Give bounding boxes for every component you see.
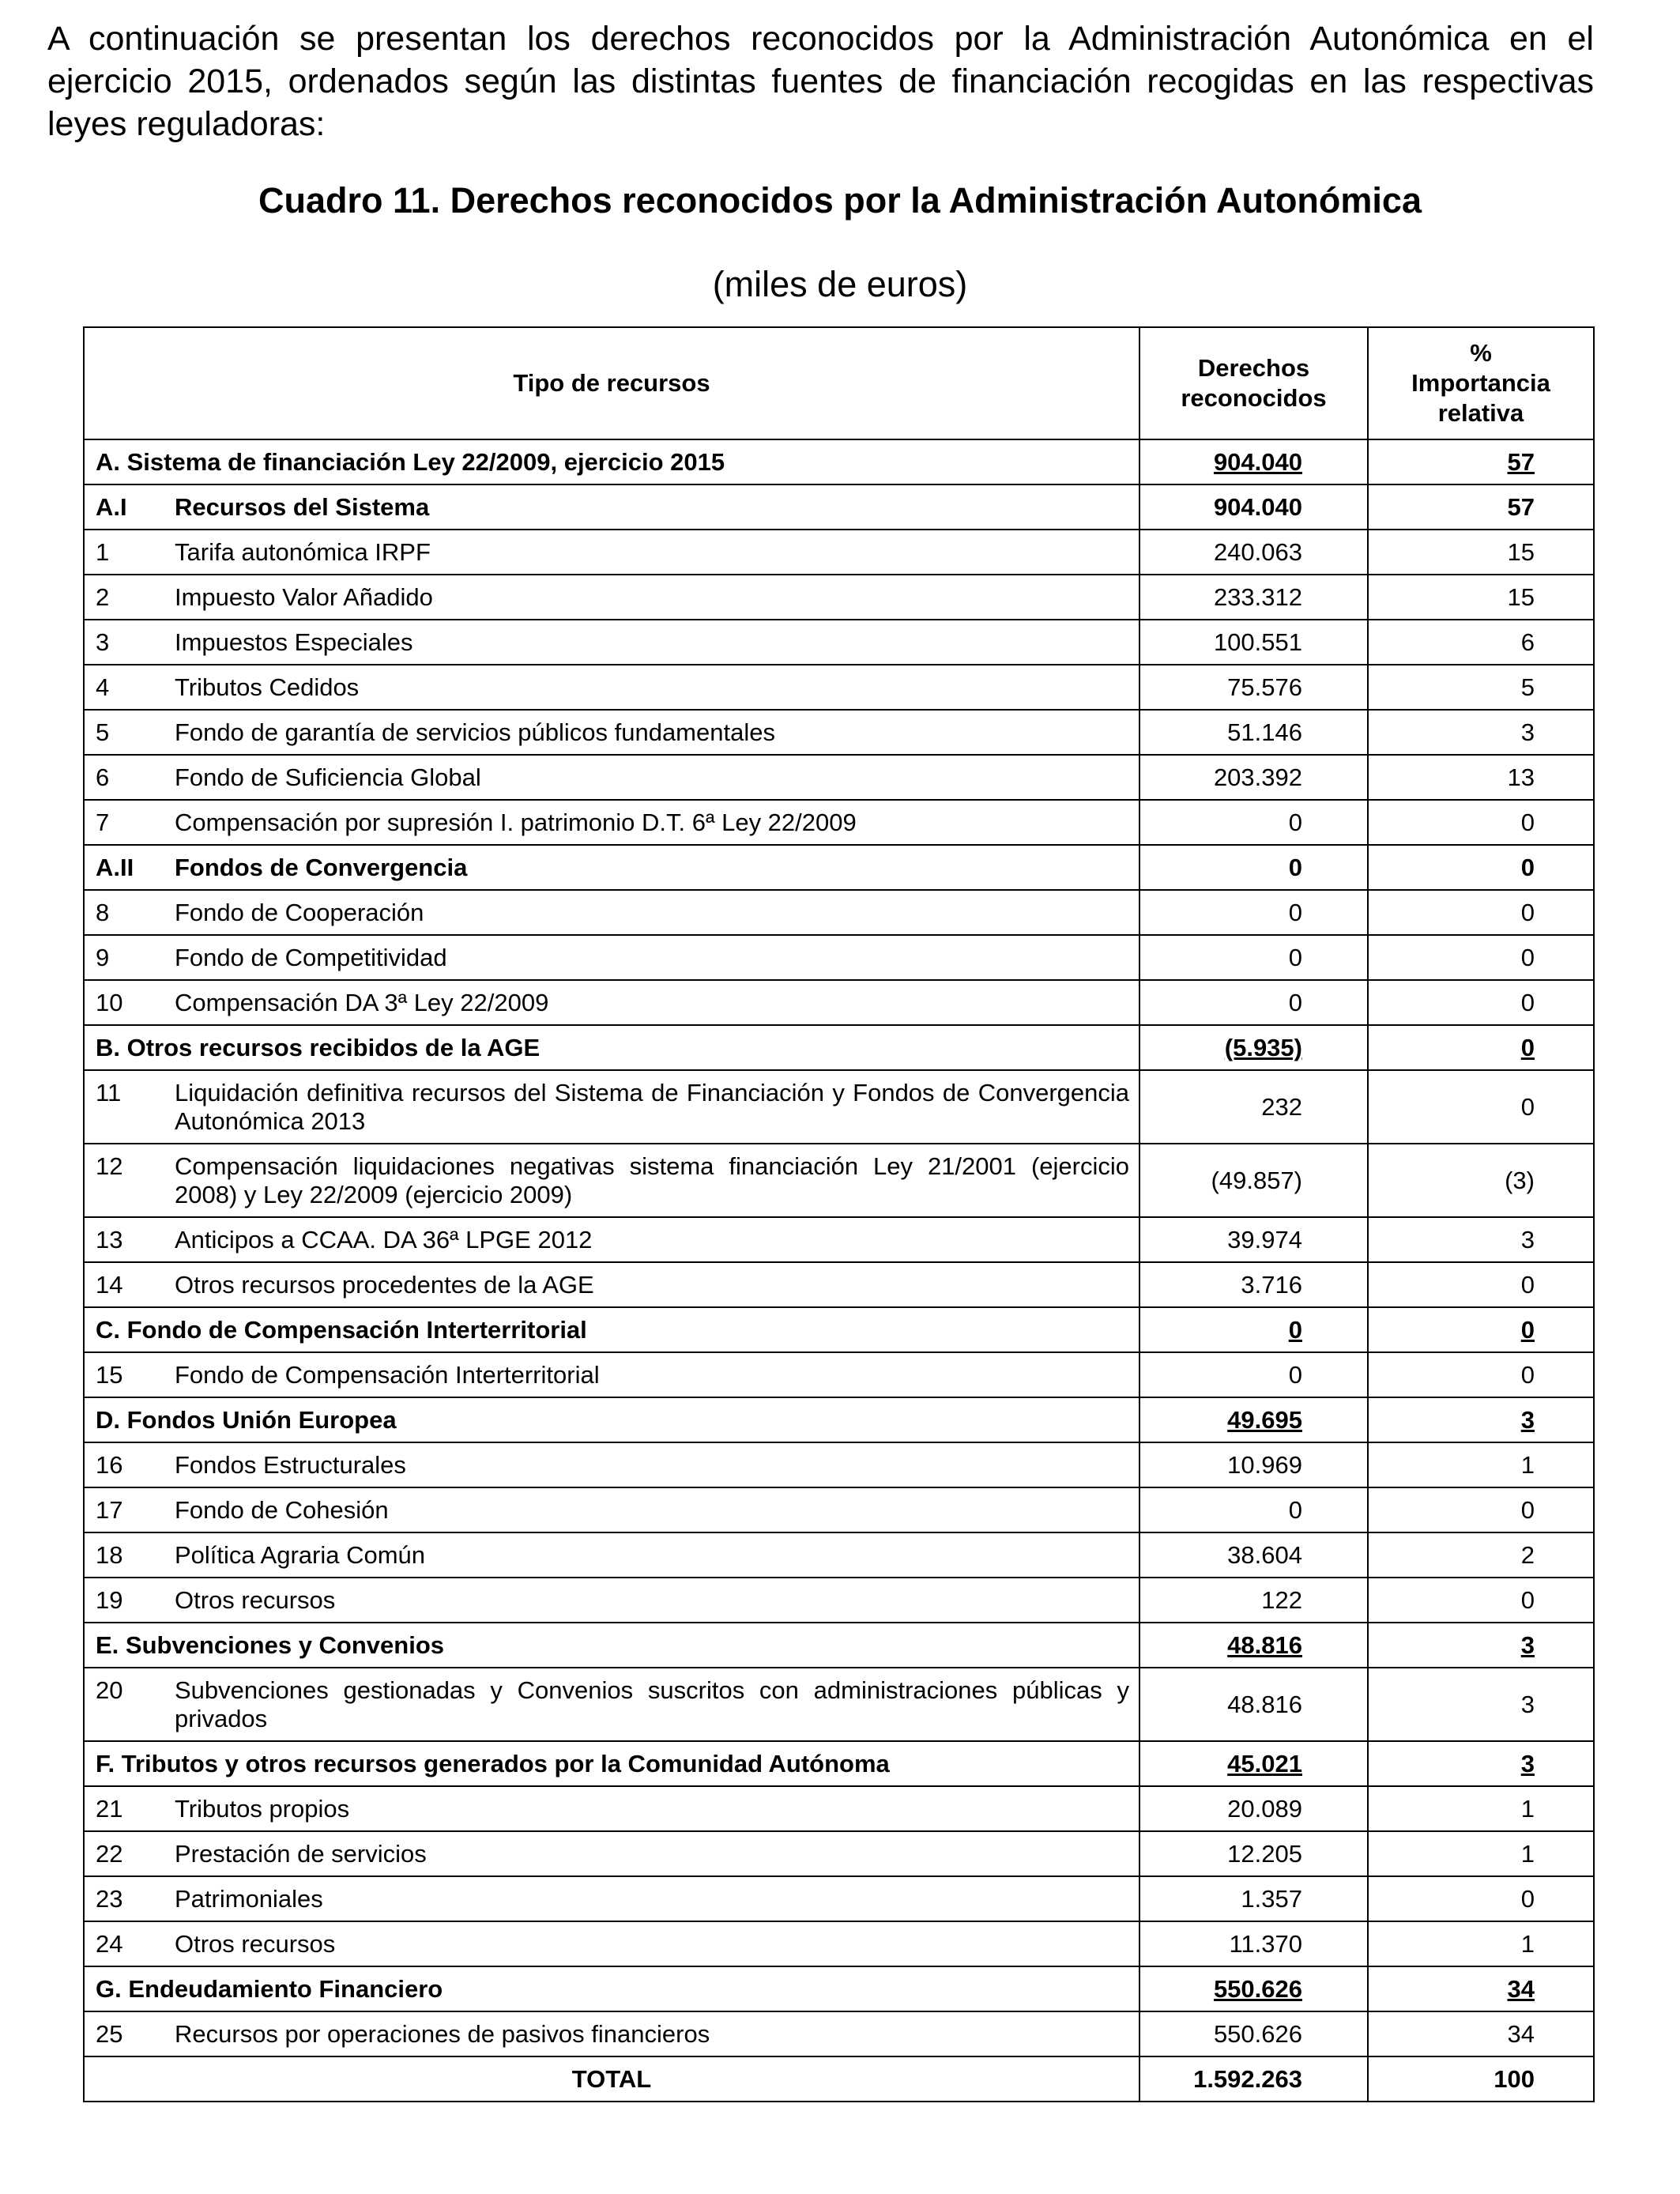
row-value-cell <box>1139 484 1368 530</box>
row-description: Tributos propios <box>175 1794 350 1823</box>
row-code: 9 <box>96 943 110 971</box>
table-row <box>84 1578 1594 1623</box>
row-value: 122 <box>1261 1585 1302 1614</box>
table-row <box>84 1262 1594 1307</box>
row-value-cell <box>1139 800 1368 845</box>
row-pct-cell <box>1368 1623 1594 1668</box>
row-code: A.I <box>96 492 127 521</box>
row-value: 75.576 <box>1227 673 1302 701</box>
row-value-cell <box>1139 1966 1368 2011</box>
row-pct: 34 <box>1507 2019 1535 2048</box>
row-code: 16 <box>96 1450 123 1479</box>
row-description: Impuesto Valor Añadido <box>175 582 433 611</box>
row-description: Fondo de garantía de servicios públicos fundamentales <box>175 718 775 746</box>
table-row <box>84 575 1594 620</box>
row-value: 20.089 <box>1227 1794 1302 1823</box>
row-pct: 1 <box>1520 1929 1535 1958</box>
rights-table <box>83 326 1595 2102</box>
total-value <box>1139 2056 1368 2102</box>
row-value-cell <box>1139 1262 1368 1307</box>
row-code: 19 <box>96 1585 123 1614</box>
row-pct-cell <box>1368 1442 1594 1487</box>
row-label-cell <box>84 1262 1139 1307</box>
row-description: Recursos del Sistema <box>175 492 430 521</box>
section-label: F. Tributos y otros recursos generados por la Comunidad Autónoma <box>96 1749 890 1777</box>
row-label-cell <box>84 1532 1139 1578</box>
row-pct: 0 <box>1520 1033 1535 1061</box>
row-pct: 0 <box>1520 1270 1535 1299</box>
row-value: 0 <box>1288 1315 1302 1344</box>
table-row <box>84 665 1594 710</box>
row-value-cell <box>1139 1578 1368 1623</box>
row-value: 0 <box>1288 898 1302 926</box>
total-row <box>84 2056 1594 2102</box>
row-value: 240.063 <box>1213 537 1302 566</box>
row-label-cell <box>84 890 1139 935</box>
header-derechos-line1: Derechos <box>1197 354 1310 382</box>
row-value-cell <box>1139 1741 1368 1786</box>
row-code: 11 <box>96 1078 122 1106</box>
row-pct-cell <box>1368 710 1594 755</box>
row-code: A.II <box>96 853 134 881</box>
row-code: 25 <box>96 2019 123 2048</box>
row-code: 2 <box>96 582 110 611</box>
row-code: 20 <box>96 1676 123 1704</box>
table-row <box>84 1352 1594 1397</box>
row-pct: 3 <box>1520 1630 1535 1659</box>
row-pct: 57 <box>1507 447 1535 476</box>
row-code: 22 <box>96 1839 123 1868</box>
row-description: Fondo de Competitividad <box>175 943 447 971</box>
row-code: 21 <box>96 1794 123 1823</box>
total-pct <box>1368 2056 1594 2102</box>
table-row <box>84 1831 1594 1876</box>
section-label: C. Fondo de Compensación Interterritorial <box>96 1315 587 1344</box>
row-value: 904.040 <box>1213 492 1302 521</box>
row-label-cell <box>84 935 1139 980</box>
row-pct-cell <box>1368 1262 1594 1307</box>
row-label-cell <box>84 2011 1139 2056</box>
row-value-cell <box>1139 1668 1368 1741</box>
row-pct: 0 <box>1520 943 1535 971</box>
row-pct: 5 <box>1520 673 1535 701</box>
row-description: Prestación de servicios <box>175 1839 427 1868</box>
row-label-cell <box>84 800 1139 845</box>
row-label-cell <box>84 1442 1139 1487</box>
row-description: Fondo de Cooperación <box>175 898 424 926</box>
row-value: (5.935) <box>1224 1033 1302 1061</box>
row-pct-cell <box>1368 439 1594 484</box>
row-pct-cell <box>1368 1668 1594 1741</box>
table-row <box>84 1668 1594 1741</box>
row-value: 550.626 <box>1213 1974 1302 2003</box>
row-pct: 57 <box>1507 492 1535 521</box>
row-pct-cell <box>1368 1144 1594 1217</box>
row-pct: 3 <box>1520 1690 1535 1718</box>
row-label-cell <box>84 1144 1139 1217</box>
row-pct: 0 <box>1520 988 1535 1016</box>
row-pct-cell <box>1368 1397 1594 1442</box>
row-pct-cell <box>1368 1966 1594 2011</box>
section-row <box>84 1397 1594 1442</box>
row-value: 12.205 <box>1227 1839 1302 1868</box>
row-label-cell <box>84 755 1139 800</box>
table-row <box>84 710 1594 755</box>
row-value: 48.816 <box>1227 1630 1302 1659</box>
row-value-cell <box>1139 1352 1368 1397</box>
row-value: 38.604 <box>1227 1540 1302 1569</box>
row-pct: 15 <box>1507 582 1535 611</box>
row-label-cell <box>84 1352 1139 1397</box>
row-label-cell <box>84 1487 1139 1532</box>
table-row <box>84 1070 1594 1144</box>
table-header-row <box>84 327 1594 439</box>
row-pct-cell <box>1368 1786 1594 1831</box>
row-code: 10 <box>96 988 123 1016</box>
row-label-cell <box>84 665 1139 710</box>
table-row <box>84 1487 1594 1532</box>
row-pct: 13 <box>1507 763 1535 791</box>
header-pct-line3: relativa <box>1437 399 1524 427</box>
row-value-cell <box>1139 1623 1368 1668</box>
row-label-cell <box>84 1741 1139 1786</box>
row-pct: 1 <box>1520 1794 1535 1823</box>
row-value-cell <box>1139 665 1368 710</box>
subsection-row <box>84 484 1594 530</box>
row-value-cell <box>1139 1144 1368 1217</box>
table-row <box>84 530 1594 575</box>
row-value-cell <box>1139 2011 1368 2056</box>
row-label-cell <box>84 980 1139 1025</box>
row-label-cell <box>84 1966 1139 2011</box>
section-label: B. Otros recursos recibidos de la AGE <box>96 1033 541 1061</box>
row-value-cell <box>1139 1307 1368 1352</box>
row-description: Impuestos Especiales <box>175 628 413 656</box>
row-value-cell <box>1139 1921 1368 1966</box>
row-value: 51.146 <box>1227 718 1302 746</box>
table-row <box>84 755 1594 800</box>
row-pct: 3 <box>1520 1749 1535 1777</box>
row-code: 24 <box>96 1929 123 1958</box>
table-title: Cuadro 11. Derechos reconocidos por la Administración Autonómica <box>258 180 1422 221</box>
row-pct-cell <box>1368 1741 1594 1786</box>
table-subtitle: (miles de euros) <box>712 264 968 304</box>
section-label: G. Endeudamiento Financiero <box>96 1974 443 2003</box>
row-description: Patrimoniales <box>175 1884 323 1913</box>
row-pct-cell <box>1368 530 1594 575</box>
row-label-cell <box>84 1876 1139 1921</box>
row-description: Otros recursos <box>175 1585 336 1614</box>
row-pct: 6 <box>1520 628 1535 656</box>
header-tipo-recursos <box>84 327 1139 439</box>
row-pct: 2 <box>1520 1540 1535 1569</box>
row-value-cell <box>1139 1442 1368 1487</box>
row-description: Compensación DA 3ª Ley 22/2009 <box>175 988 549 1016</box>
row-pct-cell <box>1368 1352 1594 1397</box>
row-pct-cell <box>1368 1070 1594 1144</box>
row-value-cell <box>1139 1070 1368 1144</box>
row-pct-cell <box>1368 845 1594 890</box>
row-pct-cell <box>1368 980 1594 1025</box>
row-value: 39.974 <box>1227 1225 1302 1253</box>
row-pct: 0 <box>1520 1585 1535 1614</box>
row-value: 11.370 <box>1229 1929 1302 1958</box>
row-pct: 0 <box>1520 1495 1535 1524</box>
table-row <box>84 980 1594 1025</box>
row-value: 232 <box>1261 1092 1302 1121</box>
row-code: 6 <box>96 763 110 791</box>
row-value: 233.312 <box>1213 582 1302 611</box>
row-pct: 15 <box>1507 537 1535 566</box>
row-value-cell <box>1139 1217 1368 1262</box>
row-description: Otros recursos <box>175 1929 336 1958</box>
row-pct: 3 <box>1520 1405 1535 1434</box>
table-row <box>84 1532 1594 1578</box>
table-row <box>84 800 1594 845</box>
total-pct-text: 100 <box>1494 2064 1535 2093</box>
row-label-cell <box>84 575 1139 620</box>
section-row <box>84 439 1594 484</box>
table-row <box>84 1921 1594 1966</box>
row-pct-cell <box>1368 2011 1594 2056</box>
section-label: A. Sistema de financiación Ley 22/2009, ejercicio 2015 <box>96 447 725 476</box>
row-description: Anticipos a CCAA. DA 36ª LPGE 2012 <box>175 1225 593 1253</box>
row-pct-cell <box>1368 1025 1594 1070</box>
row-label-cell <box>84 620 1139 665</box>
row-description: Fondo de Cohesión <box>175 1495 389 1524</box>
table-row <box>84 1876 1594 1921</box>
row-value: 0 <box>1288 1360 1302 1389</box>
section-row <box>84 1307 1594 1352</box>
row-label-cell <box>84 439 1139 484</box>
row-label-cell <box>84 1397 1139 1442</box>
row-label-cell <box>84 1578 1139 1623</box>
row-description: Fondos Estructurales <box>175 1450 406 1479</box>
row-value: 203.392 <box>1213 763 1302 791</box>
section-row <box>84 1025 1594 1070</box>
row-label-cell <box>84 1786 1139 1831</box>
row-value-cell <box>1139 710 1368 755</box>
row-pct-cell <box>1368 800 1594 845</box>
row-value-cell <box>1139 1876 1368 1921</box>
row-value: 904.040 <box>1213 447 1302 476</box>
row-pct-cell <box>1368 1217 1594 1262</box>
total-label: TOTAL <box>84 2056 1139 2102</box>
row-pct: 1 <box>1520 1839 1535 1868</box>
row-code: 1 <box>96 537 110 566</box>
row-description: Compensación liquidaciones negativas sistema financiación Ley 21/2001 (ejercicio 2008) y Ley 22/2009 (ejercicio 2009) <box>175 1152 1129 1208</box>
row-value: (49.857) <box>1211 1166 1302 1194</box>
row-value: 0 <box>1288 943 1302 971</box>
section-label: E. Subvenciones y Convenios <box>96 1630 445 1659</box>
row-value-cell <box>1139 755 1368 800</box>
row-pct-cell <box>1368 620 1594 665</box>
row-value-cell <box>1139 980 1368 1025</box>
header-derechos <box>1139 327 1368 439</box>
row-pct-cell <box>1368 1578 1594 1623</box>
header-derechos-line2: reconocidos <box>1181 384 1327 412</box>
row-pct-cell <box>1368 1487 1594 1532</box>
row-value: 0 <box>1288 808 1302 836</box>
row-description: Tributos Cedidos <box>175 673 360 701</box>
row-value-cell <box>1139 439 1368 484</box>
subsection-row <box>84 845 1594 890</box>
row-pct-cell <box>1368 1532 1594 1578</box>
row-pct-cell <box>1368 1307 1594 1352</box>
row-label-cell <box>84 710 1139 755</box>
total-value-text: 1.592.263 <box>1193 2064 1302 2093</box>
row-pct: 0 <box>1520 1092 1535 1121</box>
row-label-cell <box>84 1921 1139 1966</box>
section-row <box>84 1741 1594 1786</box>
row-description: Recursos por operaciones de pasivos financieros <box>175 2019 710 2048</box>
row-pct: 0 <box>1520 1315 1535 1344</box>
table-row <box>84 2011 1594 2056</box>
row-label-cell <box>84 530 1139 575</box>
row-value: 10.969 <box>1227 1450 1302 1479</box>
row-value-cell <box>1139 1532 1368 1578</box>
table-row <box>84 1217 1594 1262</box>
table-row <box>84 620 1594 665</box>
row-code: 18 <box>96 1540 123 1569</box>
row-label-cell <box>84 1668 1139 1741</box>
row-pct-cell <box>1368 1921 1594 1966</box>
row-description: Fondos de Convergencia <box>175 853 468 881</box>
row-pct: (3) <box>1505 1166 1535 1194</box>
row-value-cell <box>1139 1831 1368 1876</box>
row-code: 17 <box>96 1495 123 1524</box>
row-description: Fondo de Compensación Interterritorial <box>175 1360 600 1389</box>
section-label: D. Fondos Unión Europea <box>96 1405 397 1434</box>
section-row <box>84 1966 1594 2011</box>
row-pct: 3 <box>1520 718 1535 746</box>
row-value-cell <box>1139 845 1368 890</box>
row-label-cell <box>84 1025 1139 1070</box>
row-pct-cell <box>1368 1876 1594 1921</box>
row-pct: 0 <box>1520 853 1535 881</box>
row-label-cell <box>84 1307 1139 1352</box>
row-pct-cell <box>1368 484 1594 530</box>
intro-paragraph: A continuación se presentan los derechos reconocidos por la Administración Autonómica en el ejercicio 2015, ordenados según las distintas fuentes de financiación recogidas en las respectivas leyes reguladoras: <box>47 20 1594 143</box>
row-pct: 3 <box>1520 1225 1535 1253</box>
row-code: 13 <box>96 1225 123 1253</box>
row-label-cell <box>84 845 1139 890</box>
row-value: 3.716 <box>1241 1270 1302 1299</box>
table-row <box>84 1144 1594 1217</box>
row-code: 23 <box>96 1884 123 1913</box>
row-code: 3 <box>96 628 110 656</box>
row-description: Tarifa autonómica IRPF <box>175 537 431 566</box>
row-pct: 1 <box>1520 1450 1535 1479</box>
row-pct-cell <box>1368 755 1594 800</box>
row-value: 0 <box>1288 1495 1302 1524</box>
row-description: Subvenciones gestionadas y Convenios suscritos con administraciones públicas y privados <box>175 1676 1129 1732</box>
row-value: 48.816 <box>1227 1690 1302 1718</box>
row-value-cell <box>1139 935 1368 980</box>
row-pct-cell <box>1368 665 1594 710</box>
row-code: 15 <box>96 1360 123 1389</box>
row-pct: 0 <box>1520 1360 1535 1389</box>
row-value-cell <box>1139 1487 1368 1532</box>
row-description: Liquidación definitiva recursos del Sistema de Financiación y Fondos de Convergencia Autonómica 2013 <box>175 1078 1129 1135</box>
table-row <box>84 935 1594 980</box>
table-row <box>84 1786 1594 1831</box>
row-code: 8 <box>96 898 110 926</box>
row-pct: 0 <box>1520 808 1535 836</box>
table-body <box>84 439 1594 2056</box>
row-value: 0 <box>1288 988 1302 1016</box>
row-value: 0 <box>1288 853 1302 881</box>
row-description: Fondo de Suficiencia Global <box>175 763 481 791</box>
row-description: Compensación por supresión I. patrimonio D.T. 6ª Ley 22/2009 <box>175 808 857 836</box>
row-value: 49.695 <box>1227 1405 1302 1434</box>
row-label-cell <box>84 484 1139 530</box>
table-row <box>84 890 1594 935</box>
row-pct-cell <box>1368 935 1594 980</box>
row-pct-cell <box>1368 890 1594 935</box>
row-value: 1.357 <box>1241 1884 1302 1913</box>
row-value-cell <box>1139 1786 1368 1831</box>
row-label-cell <box>84 1070 1139 1144</box>
row-label-cell <box>84 1217 1139 1262</box>
row-value-cell <box>1139 1397 1368 1442</box>
row-value-cell <box>1139 1025 1368 1070</box>
row-value: 550.626 <box>1213 2019 1302 2048</box>
row-code: 4 <box>96 673 110 701</box>
header-importancia <box>1368 327 1594 439</box>
row-value-cell <box>1139 620 1368 665</box>
row-value-cell <box>1139 530 1368 575</box>
row-code: 5 <box>96 718 110 746</box>
row-label-cell <box>84 1623 1139 1668</box>
row-pct: 34 <box>1507 1974 1535 2003</box>
row-value-cell <box>1139 575 1368 620</box>
row-label-cell <box>84 1831 1139 1876</box>
row-description: Política Agraria Común <box>175 1540 426 1569</box>
row-pct: 0 <box>1520 1884 1535 1913</box>
row-pct: 0 <box>1520 898 1535 926</box>
section-row <box>84 1623 1594 1668</box>
row-pct-cell <box>1368 575 1594 620</box>
row-code: 7 <box>96 808 110 836</box>
row-pct-cell <box>1368 1831 1594 1876</box>
header-pct-line2: Importancia <box>1411 369 1550 397</box>
row-value: 100.551 <box>1213 628 1302 656</box>
header-pct-line1: % <box>1470 339 1492 367</box>
row-value-cell <box>1139 890 1368 935</box>
row-code: 14 <box>96 1270 123 1299</box>
row-code: 12 <box>96 1152 123 1180</box>
header-tipo-label: Tipo de recursos <box>513 369 710 397</box>
row-value: 45.021 <box>1227 1749 1302 1777</box>
row-description: Otros recursos procedentes de la AGE <box>175 1270 594 1299</box>
table-row <box>84 1442 1594 1487</box>
